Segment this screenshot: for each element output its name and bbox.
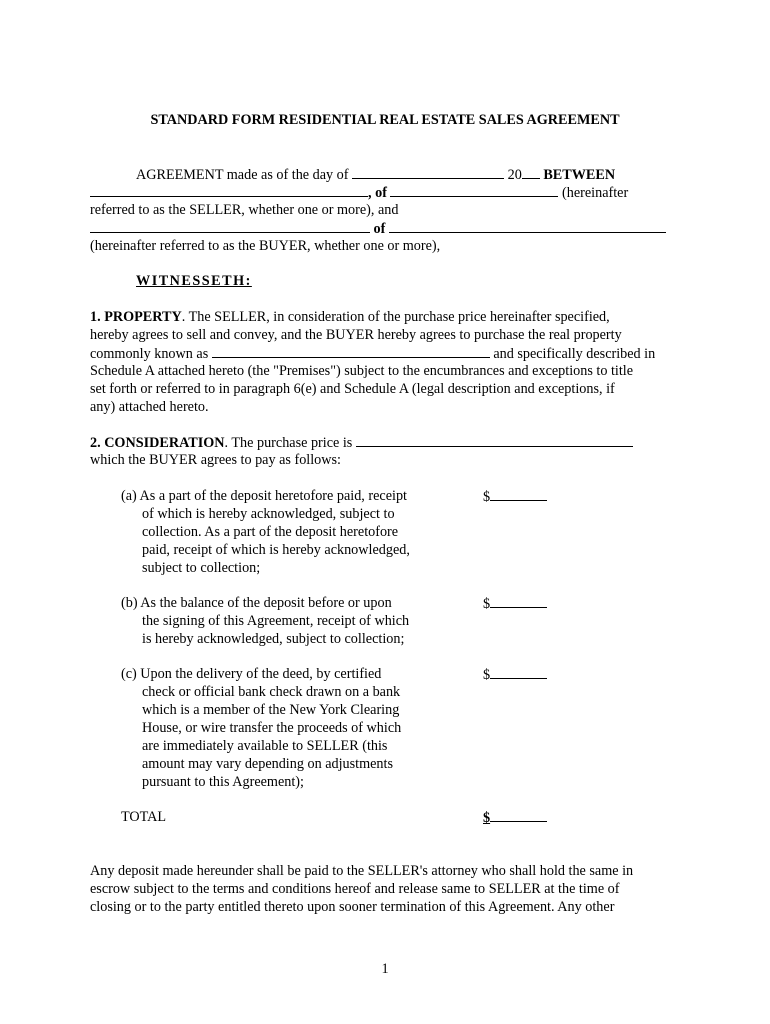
agreement-line-2: , of (hereinafter	[90, 183, 628, 202]
purchase-price-blank[interactable]	[356, 433, 633, 447]
payment-item-a: (a) As a part of the deposit heretofore paid, receipt of which is hereby acknowledged, subject to collection. As a part of the deposit heretofore paid, receipt of which is hereby acknowledged, subject to collection;	[121, 488, 410, 576]
amount-b-blank[interactable]	[490, 594, 547, 608]
date-blank[interactable]	[352, 165, 504, 179]
agreement-line-1: AGREEMENT made as of the day of 20 BETWEEN	[136, 167, 616, 183]
buyer-name-blank[interactable]	[90, 219, 370, 233]
property-address-blank[interactable]	[212, 344, 490, 358]
property-line-3: commonly known as and specifically described in	[90, 346, 656, 362]
seller-address-blank[interactable]	[390, 183, 558, 197]
property-line-6: any) attached hereto.	[90, 399, 209, 415]
payment-item-c: (c) Upon the delivery of the deed, by certified check or official bank check drawn on a bank which is a member of the New York Clearing House, or wire transfer the proceeds of which are immediately available to SELLER (this amount may vary depending on adjustments pursuant to this Agreement);	[121, 666, 402, 790]
seller-name-blank[interactable]	[90, 183, 368, 197]
agreement-line-5: (hereinafter referred to as the BUYER, whether one or more),	[90, 238, 441, 254]
deposit-para-line-1: Any deposit made hereunder shall be paid to the SELLER's attorney who shall hold the same in	[90, 863, 634, 879]
consideration-line-1: 2. CONSIDERATION. The purchase price is	[90, 433, 633, 452]
amount-a: $	[483, 487, 547, 506]
year-blank[interactable]	[522, 165, 540, 179]
witnesseth-heading: WITNESSETH:	[136, 273, 252, 289]
total-label: TOTAL	[121, 809, 167, 825]
property-line-5: set forth or referred to in paragraph 6(e) and Schedule A (legal description and exceptions, if	[90, 381, 615, 397]
property-line-4: Schedule A attached hereto (the "Premises") subject to the encumbrances and exceptions to title	[90, 363, 634, 379]
page-number: 1	[381, 961, 389, 977]
buyer-address-blank[interactable]	[389, 219, 666, 233]
amount-c-blank[interactable]	[490, 665, 547, 679]
consideration-line-2: which the BUYER agrees to pay as follows:	[90, 452, 341, 468]
amount-b: $	[483, 594, 547, 613]
deposit-para-line-3: closing or to the party entitled thereto upon sooner termination of this Agreement. Any other	[90, 899, 615, 915]
deposit-para-line-2: escrow subject to the terms and conditions hereof and release same to SELLER at the time of	[90, 881, 620, 897]
property-line-2: hereby agrees to sell and convey, and the BUYER hereby agrees to purchase the real property	[90, 327, 622, 343]
document-title: STANDARD FORM RESIDENTIAL REAL ESTATE SALES AGREEMENT	[150, 112, 620, 128]
payment-item-b: (b) As the balance of the deposit before or upon the signing of this Agreement, receipt of which is hereby acknowledged, subject to collection;	[121, 595, 410, 647]
amount-total: $	[483, 808, 547, 827]
property-line-1: 1. PROPERTY. The SELLER, in consideration of the purchase price hereinafter specified,	[90, 309, 610, 325]
amount-a-blank[interactable]	[490, 487, 547, 501]
amount-c: $	[483, 665, 547, 684]
agreement-line-3: referred to as the SELLER, whether one or more), and	[90, 202, 399, 218]
amount-total-blank[interactable]	[490, 808, 547, 822]
agreement-line-4: of	[90, 219, 666, 238]
